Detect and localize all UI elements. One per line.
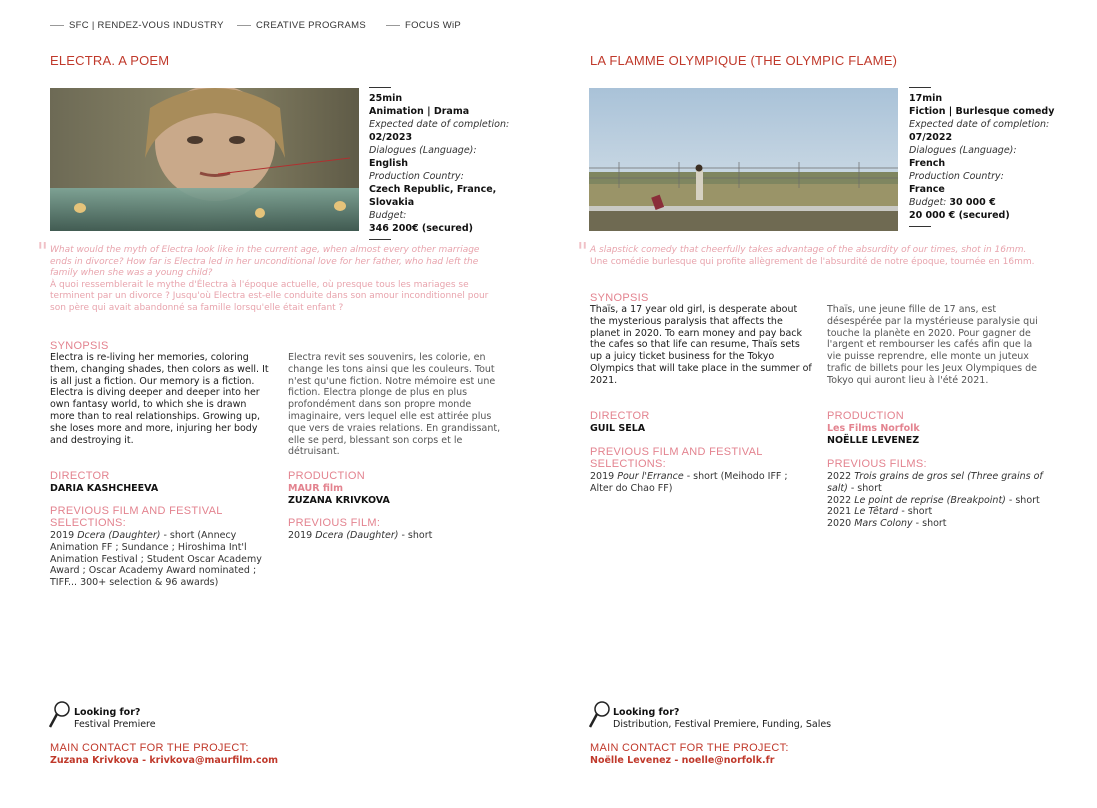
project-title: LA FLAMME OLYMPIQUE (THE OLYMPIC FLAME) (590, 53, 898, 68)
project-info: 25min Animation | Drama Expected date of completion: 02/2023 Dialogues (Language): English Production Country: Czech Republic, France, Slovakia Budget: 346 200€ (secured) (369, 87, 529, 240)
list-item: 2020 Mars Colony - short (827, 518, 947, 530)
nav-item-creative[interactable]: CREATIVE PROGRAMS (237, 20, 366, 31)
looking-for: Looking for? Distribution, Festival Premiere, Funding, Sales (613, 707, 832, 730)
production-company: MAUR film (288, 483, 344, 494)
list-item: 2022 Le point de reprise (Breakpoint) - short (827, 494, 1040, 506)
nav-item-focus[interactable]: FOCUS WiP (386, 20, 461, 31)
synopsis-fr: Electra revit ses souvenirs, les colorie, en change les tons ainsi que les couleurs. Tout n'est qu'une fiction. Notre mémoire est une fiction. Electra plonge de plus en plus profondément dans son propre monde imaginaire, vers lequel elle est attirée plus que vers de vraies relations. En grandissant, elle se perd, blessant son corps et le détruisant. (288, 352, 501, 458)
looking-for: Looking for? Festival Premiere (74, 707, 156, 730)
logline: What would the myth of Electra look like in the current age, when almost every other marriage ends in divorce? How far is Electra led in her unconditional love for her father, who had left the family when she was a young child? À quoi ressemblerait le mythe d'Électra à l'époque actuelle, où presque tous les mariages se terminent par un divorce ? Jusqu'où Electra est-elle conduite dans son amour inconditionnel pour son père qui avait abandonné sa famille lorsqu'elle était enfant ? (50, 245, 489, 313)
director-heading: DIRECTOR (590, 410, 650, 422)
prev-film-item: 2019 Dcera (Daughter) - short (288, 530, 433, 541)
film-still (589, 88, 898, 231)
prev-film-heading: PREVIOUS FILMS: (827, 458, 927, 470)
synopsis-heading: SYNOPSIS (590, 292, 649, 304)
prev-festival-list: 2019 Pour l'Errance - short (Meihodo IFF ; Alter do Chao FF) (590, 471, 788, 494)
production-company: Les Films Norfolk (827, 423, 920, 434)
prev-festival-list: 2019 Dcera (Daughter) - short (Annecy Animation FF ; Sundance ; Hiroshima Int'l Animation Festival ; Student Oscar Academy Award ; Oscar Academy Award nominated ; TIFF... 300+ selection & 96 awards) (50, 530, 262, 589)
prev-film-heading: PREVIOUS FILM: (288, 517, 381, 529)
contact-heading: MAIN CONTACT FOR THE PROJECT: (590, 742, 789, 754)
synopsis-heading: SYNOPSIS (50, 340, 109, 352)
synopsis-fr: Thaïs, une jeune fille de 17 ans, est désespérée par la mystérieuse paralysie qui touche la planète en 2020. Pour gagner de l'argent et rembourser les cafés afin que la vie puisse reprendre, elle monte un juteux trafic de billets pour les Jeux Olympiques de Tokyo qui auront lieu à l'été 2021. (827, 304, 1038, 386)
prev-festival-heading: PREVIOUS FILM AND FESTIVAL SELECTIONS: (50, 505, 223, 529)
project-info: 17min Fiction | Burlesque comedy Expected date of completion: 07/2022 Dialogues (Language): French Production Country: France Budget: 30 000 € 20 000 € (secured) (909, 87, 1069, 227)
production-heading: PRODUCTION (288, 470, 365, 482)
director-name: GUIL SELA (590, 423, 646, 434)
project-title: ELECTRA. A POEM (50, 53, 170, 68)
synopsis-en: Thaïs, a 17 year old girl, is desperate about the mysterious paralysis that affects the planet in 2020. To earn money and pay back the cafes so that life can resume, Thaïs sets up a juicy ticket business for the Tokyo Olympics that will take place in the summer of 2021. (590, 304, 812, 386)
director-heading: DIRECTOR (50, 470, 110, 482)
producer-name: NOËLLE LEVENEZ (827, 435, 920, 446)
contact-heading: MAIN CONTACT FOR THE PROJECT: (50, 742, 249, 754)
production-heading: PRODUCTION (827, 410, 904, 422)
synopsis-en: Electra is re-living her memories, coloring them, changing shades, then colors as well. It is all just a fiction. Our memory is a fiction. Electra is diving deeper and deeper into her own fantasy world, to which she is drawn more than to real relationships. Growing up, she loses more and more, injuring her body and destroying it. (50, 352, 269, 446)
director-name: DARIA KASHCHEEVA (50, 483, 159, 494)
contact-email-link[interactable]: Noëlle Levenez - noelle@norfolk.fr (590, 755, 775, 766)
list-item: 2022 Trois grains de gros sel (Three grains of salt) - short (827, 471, 1043, 494)
quote-mark-icon: " (37, 238, 49, 266)
quote-mark-icon: " (577, 238, 589, 266)
producer-name: ZUZANA KRIVKOVA (288, 495, 390, 506)
logline: A slapstick comedy that cheerfully takes advantage of the absurdity of our times, shot in 16mm. Une comédie burlesque qui profite allègrement de l'absurdité de notre époque, tournée en 16mm. (590, 245, 1035, 267)
prev-film-list (827, 471, 1052, 530)
magnifier-icon (588, 700, 612, 735)
nav-item-industry[interactable]: SFC | RENDEZ-VOUS INDUSTRY (50, 20, 224, 31)
prev-festival-heading: PREVIOUS FILM AND FESTIVAL SELECTIONS: (590, 446, 763, 470)
film-still (50, 88, 359, 231)
magnifier-icon (48, 700, 72, 735)
list-item: 2021 Le Têtard - short (827, 506, 933, 518)
contact-email-link[interactable]: Zuzana Krivkova - krivkova@maurfilm.com (50, 755, 279, 766)
